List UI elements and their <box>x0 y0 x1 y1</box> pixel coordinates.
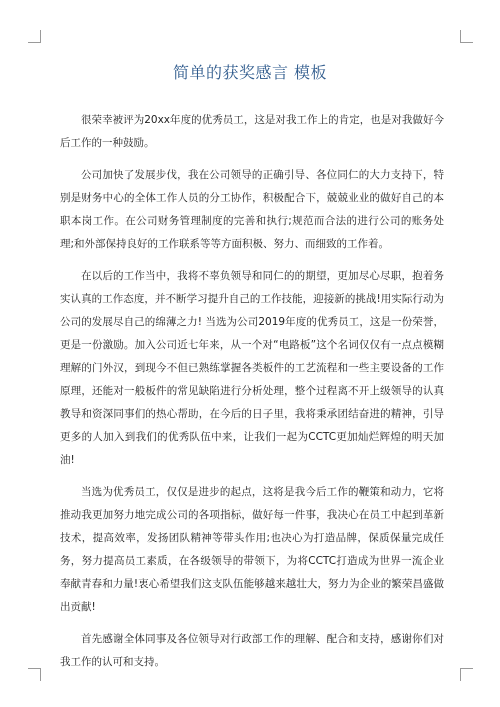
page-corner-mark-top-right <box>460 30 473 43</box>
document-body <box>60 109 444 683</box>
paragraph-4: 当选为优秀员工，仅仅是进步的起点，这将是我今后工作的鞭策和动力，它将推动我更加努力地完成公司的各项指标，做好每一件事，我决心在员工中起到革新技术，提高效率，发扬团队精神等带头作用;也决心为打造品牌，保质保量完成任务，努力提高员工素质，在各级领导的带领下，为将CCTC打造成为世界一流企业奉献青春和力量!衷心希望我们这支队伍能够越来越壮大，努力为企业的繁荣昌盛做出贡献! <box>60 486 444 613</box>
document-title: 简单的获奖感言 模板 <box>172 63 328 82</box>
paragraph-2: 公司加快了发展步伐，我在公司领导的正确引导、各位同仁的大力支持下，特别是财务中心的全体工作人员的分工协作，积极配合下，兢兢业业的做好自己的本职本岗工作。在公司财务管理制度的完善和执行;规范而合法的进行公司的账务处理;和外部保持良好的工作联系等等方面积极、努力、而细致的工作着。 <box>60 169 444 250</box>
paragraph-1: 很荣幸被评为20xx年度的优秀员工，这是对我工作上的肯定，也是对我做好今后工作的一种鼓励。 <box>60 114 444 149</box>
page-corner-mark-bottom-right <box>460 668 473 681</box>
paragraph-3: 在以后的工作当中，我将不辜负领导和同仁的的期望，更加尽心尽职，抱着务实认真的工作态度，并不断学习提升自己的工作技能，迎接新的挑战!用实际行动为公司的发展尽自己的绵薄之力! 当选为公司2019年度的优秀员工，这是一份荣誉，更是一份激励。加入公司近七年来，从一个对“电路板”这个名词仅仅有一点点模糊理解的门外汉，到现今不但已熟练掌握各类板件的工艺流程和一些主要设备的工作原理，还能对一般板件的常见缺陷进行分析处理，整个过程离不开上级领导的认真教导和资深同事们的热心帮助，在今后的日子里，我将秉承团结奋进的精神，引导更多的人加入到我们的优秀队伍中来，让我们一起为CCTC更加灿烂辉煌的明天加油! <box>60 270 444 466</box>
page-corner-mark-top-left <box>28 30 41 43</box>
paragraph-5: 首先感谢全体同事及各位领导对行政部工作的理解、配合和支持，感谢你们对我工作的认可和支持。 <box>60 633 444 668</box>
page-corner-mark-bottom-left <box>28 668 41 681</box>
